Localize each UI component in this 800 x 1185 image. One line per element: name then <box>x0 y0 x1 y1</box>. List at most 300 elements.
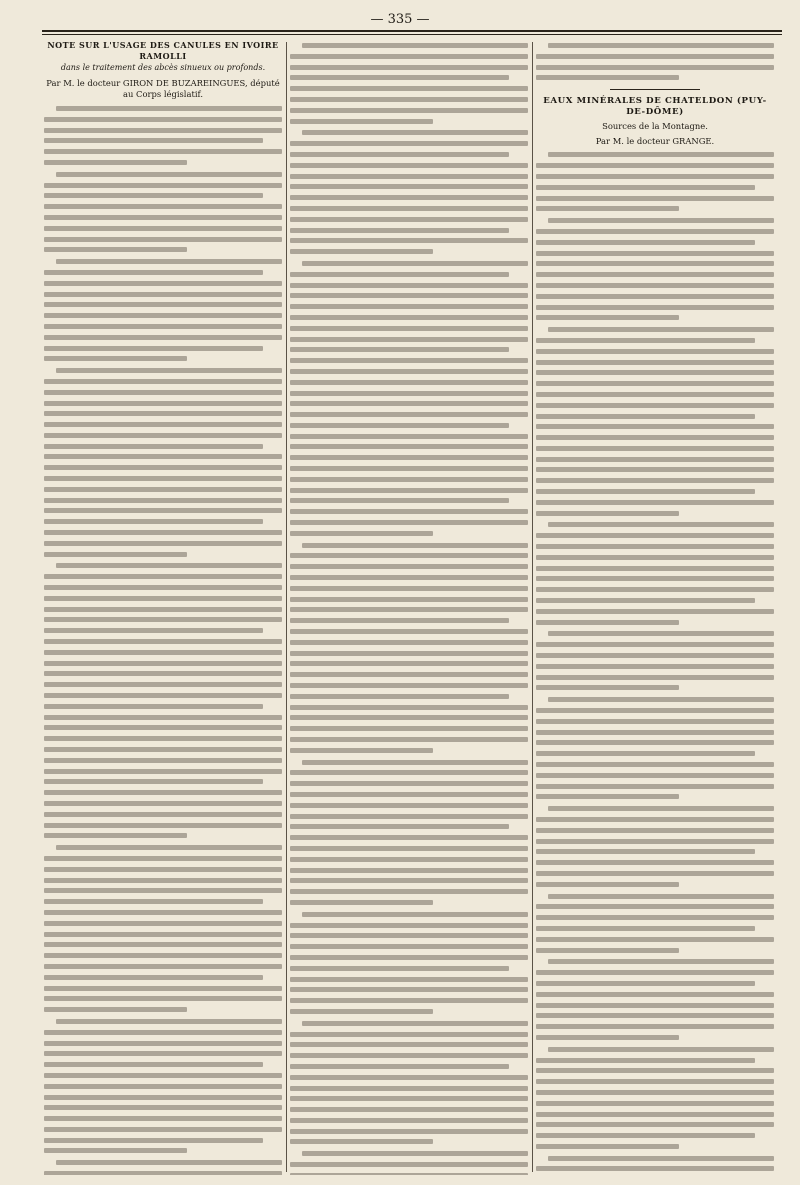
text-line <box>536 868 774 879</box>
text-line <box>290 1006 528 1017</box>
text-line <box>290 149 528 160</box>
paragraph <box>536 215 774 323</box>
text-line <box>44 244 282 255</box>
text-line <box>44 201 282 212</box>
text-line <box>290 51 528 62</box>
text-line <box>44 103 282 114</box>
text-line <box>290 767 528 778</box>
text-line <box>44 278 282 289</box>
text-line <box>536 727 774 738</box>
text-line <box>44 462 282 473</box>
text-line <box>290 974 528 985</box>
text-line <box>536 737 774 748</box>
text-line <box>290 214 528 225</box>
text-line <box>290 550 528 561</box>
text-line <box>44 875 282 886</box>
section-body <box>536 149 774 1175</box>
text-line <box>44 604 282 615</box>
text-line <box>536 617 774 628</box>
text-line <box>290 246 528 257</box>
text-line <box>290 398 528 409</box>
text-line <box>290 334 528 345</box>
text-line <box>44 950 282 961</box>
text-line <box>536 891 774 902</box>
text-line <box>536 248 774 259</box>
text-line <box>290 789 528 800</box>
text-line <box>290 1072 528 1083</box>
section-subtitle: Sources de la Montagne. <box>602 120 708 131</box>
text-line <box>536 705 774 716</box>
text-line <box>290 1148 528 1159</box>
text-line <box>44 387 282 398</box>
text-line <box>536 541 774 552</box>
text-line <box>290 658 528 669</box>
text-line <box>536 312 774 323</box>
text-line <box>44 733 282 744</box>
text-line <box>44 1070 282 1081</box>
text-line <box>44 190 282 201</box>
text-line <box>44 830 282 841</box>
text-line <box>290 984 528 995</box>
paragraph <box>290 40 528 126</box>
text-line <box>290 897 528 908</box>
text-line <box>290 648 528 659</box>
text-line <box>44 451 282 462</box>
text-line <box>290 1170 528 1175</box>
text-line <box>44 993 282 1004</box>
text-line <box>290 127 528 138</box>
text-line <box>290 495 528 506</box>
text-line <box>44 560 282 571</box>
text-line <box>536 803 774 814</box>
text-line <box>44 495 282 506</box>
text-line <box>536 182 774 193</box>
text-line <box>44 820 282 831</box>
text-line <box>290 258 528 269</box>
paragraph <box>44 1157 282 1175</box>
text-line <box>290 138 528 149</box>
text-line <box>44 636 282 647</box>
text-line <box>44 1092 282 1103</box>
text-line <box>536 51 774 62</box>
text-line <box>536 825 774 836</box>
text-line <box>44 527 282 538</box>
text-line <box>536 901 774 912</box>
text-line <box>536 335 774 346</box>
text-line <box>290 62 528 73</box>
text-line <box>290 160 528 171</box>
text-line <box>290 637 528 648</box>
text-line <box>290 301 528 312</box>
paragraph <box>290 1018 528 1148</box>
text-line <box>44 1016 282 1027</box>
text-line <box>290 463 528 474</box>
text-line <box>290 203 528 214</box>
text-line <box>290 1083 528 1094</box>
text-line <box>44 1004 282 1015</box>
paragraph <box>536 891 774 956</box>
text-line <box>290 583 528 594</box>
text-line <box>44 1124 282 1135</box>
text-line <box>290 269 528 280</box>
text-line <box>44 571 282 582</box>
text-line <box>44 505 282 516</box>
text-line <box>44 310 282 321</box>
text-line <box>44 332 282 343</box>
text-line <box>536 552 774 563</box>
text-line <box>44 408 282 419</box>
header-rule <box>42 30 782 35</box>
text-line <box>290 800 528 811</box>
text-line <box>44 972 282 983</box>
text-line <box>290 854 528 865</box>
text-line <box>44 321 282 332</box>
text-line <box>44 744 282 755</box>
text-line <box>536 1076 774 1087</box>
text-line <box>290 723 528 734</box>
text-line <box>290 615 528 626</box>
text-line <box>536 748 774 759</box>
text-line <box>536 791 774 802</box>
text-line <box>290 594 528 605</box>
text-line <box>44 376 282 387</box>
text-line <box>290 323 528 334</box>
paragraph <box>44 560 282 841</box>
text-line <box>290 865 528 876</box>
text-line <box>44 299 282 310</box>
text-line <box>44 853 282 864</box>
text-line <box>44 146 282 157</box>
text-line <box>44 1027 282 1038</box>
text-line <box>536 530 774 541</box>
text-line <box>44 668 282 679</box>
text-line <box>290 1029 528 1040</box>
text-line <box>536 237 774 248</box>
paragraph <box>290 127 528 257</box>
text-line <box>44 180 282 191</box>
text-line <box>290 506 528 517</box>
text-line <box>290 691 528 702</box>
text-line <box>44 593 282 604</box>
text-line <box>536 291 774 302</box>
text-line <box>536 357 774 368</box>
text-line <box>44 256 282 267</box>
text-line <box>290 409 528 420</box>
text-line <box>44 983 282 994</box>
text-line <box>290 995 528 1006</box>
text-line <box>536 716 774 727</box>
text-line <box>290 1018 528 1029</box>
text-line <box>290 225 528 236</box>
text-line <box>290 344 528 355</box>
text-line <box>536 40 774 51</box>
text-line <box>290 572 528 583</box>
text-line <box>44 864 282 875</box>
text-line <box>290 517 528 528</box>
section-title: EAUX MINÉRALES DE CHATELDON (PUY-DE-DÔME) <box>543 96 767 117</box>
paragraph <box>290 258 528 539</box>
text-line <box>290 712 528 723</box>
text-line <box>44 157 282 168</box>
text-line <box>536 1153 774 1164</box>
paragraph <box>44 365 282 559</box>
text-line <box>536 280 774 291</box>
text-line <box>536 770 774 781</box>
text-line <box>44 842 282 853</box>
text-line <box>44 114 282 125</box>
text-line <box>536 149 774 160</box>
text-line <box>536 486 774 497</box>
paragraph <box>44 842 282 1015</box>
text-line <box>536 945 774 956</box>
text-line <box>290 909 528 920</box>
paragraph <box>536 324 774 518</box>
text-line <box>44 776 282 787</box>
text-line <box>536 759 774 770</box>
text-line <box>44 907 282 918</box>
text-line <box>536 1087 774 1098</box>
text-line <box>536 367 774 378</box>
text-line <box>44 582 282 593</box>
text-line <box>290 757 528 768</box>
text-line <box>290 604 528 615</box>
text-line <box>536 923 774 934</box>
text-line <box>290 528 528 539</box>
text-line <box>290 40 528 51</box>
text-line <box>536 595 774 606</box>
text-line <box>290 431 528 442</box>
text-line <box>290 1061 528 1072</box>
text-line <box>290 1039 528 1050</box>
text-line <box>536 1032 774 1043</box>
text-line <box>290 875 528 886</box>
text-line <box>536 378 774 389</box>
text-line <box>290 1050 528 1061</box>
text-line <box>536 1119 774 1130</box>
article-title: NOTE SUR L'USAGE DES CANULES EN IVOIRE RAMOLLI <box>47 40 279 61</box>
text-line <box>536 814 774 825</box>
text-line <box>44 722 282 733</box>
text-line <box>290 485 528 496</box>
text-line <box>536 967 774 978</box>
text-line <box>44 658 282 669</box>
text-line <box>536 857 774 868</box>
paragraph <box>536 1153 774 1175</box>
article-body-continued <box>290 40 528 1175</box>
column-left <box>44 40 282 1175</box>
text-line <box>536 269 774 280</box>
text-line <box>536 258 774 269</box>
text-line <box>290 235 528 246</box>
text-line <box>536 497 774 508</box>
text-line <box>290 1115 528 1126</box>
text-line <box>290 941 528 952</box>
text-line <box>44 430 282 441</box>
text-line <box>536 160 774 171</box>
text-line <box>536 956 774 967</box>
text-line <box>290 811 528 822</box>
text-line <box>44 398 282 409</box>
text-line <box>44 961 282 972</box>
text-line <box>536 1163 774 1174</box>
text-line <box>290 540 528 551</box>
text-line <box>44 614 282 625</box>
text-line <box>44 473 282 484</box>
text-line <box>290 181 528 192</box>
text-line <box>290 94 528 105</box>
text-line <box>536 464 774 475</box>
page-number: — 335 — <box>370 12 430 27</box>
text-line <box>44 549 282 560</box>
text-line <box>44 267 282 278</box>
paragraph <box>536 803 774 889</box>
text-line <box>536 519 774 530</box>
text-line <box>536 302 774 313</box>
text-line <box>44 212 282 223</box>
text-line <box>290 72 528 83</box>
text-line <box>290 843 528 854</box>
text-line <box>536 475 774 486</box>
text-line <box>44 1048 282 1059</box>
text-line <box>290 680 528 691</box>
text-line <box>44 135 282 146</box>
text-line <box>44 885 282 896</box>
text-line <box>290 1136 528 1147</box>
column-right <box>536 40 774 1175</box>
paragraph <box>536 519 774 627</box>
text-line <box>536 193 774 204</box>
text-line <box>290 702 528 713</box>
text-line <box>290 171 528 182</box>
text-line <box>536 226 774 237</box>
paragraph <box>536 956 774 1042</box>
text-line <box>44 809 282 820</box>
text-line <box>44 1135 282 1146</box>
text-line <box>536 432 774 443</box>
text-line <box>290 280 528 291</box>
text-line <box>290 116 528 127</box>
text-line <box>536 1010 774 1021</box>
text-line <box>44 1081 282 1092</box>
text-line <box>44 896 282 907</box>
text-line <box>536 1044 774 1055</box>
text-line <box>536 1000 774 1011</box>
text-line <box>290 626 528 637</box>
text-line <box>44 929 282 940</box>
text-line <box>290 83 528 94</box>
text-line <box>536 672 774 683</box>
text-line <box>536 454 774 465</box>
text-line <box>536 171 774 182</box>
text-line <box>536 912 774 923</box>
text-line <box>536 836 774 847</box>
article-author: Par M. le docteur GIRON DE BUZAREINGUES, député au Corps législatif. <box>46 78 280 100</box>
text-line <box>44 625 282 636</box>
text-line <box>44 1113 282 1124</box>
text-line <box>536 389 774 400</box>
text-line <box>44 484 282 495</box>
text-line <box>536 72 774 83</box>
text-line <box>290 930 528 941</box>
text-line <box>44 538 282 549</box>
paragraph <box>290 757 528 908</box>
text-line <box>536 1174 774 1175</box>
text-line <box>290 745 528 756</box>
text-line <box>44 787 282 798</box>
text-line <box>44 647 282 658</box>
text-line <box>536 606 774 617</box>
text-line <box>290 920 528 931</box>
text-line <box>44 289 282 300</box>
text-line <box>44 1059 282 1070</box>
text-line <box>290 952 528 963</box>
text-line <box>44 1157 282 1168</box>
text-line <box>290 105 528 116</box>
text-line <box>536 62 774 73</box>
text-line <box>290 886 528 897</box>
text-line <box>290 734 528 745</box>
paragraph <box>536 149 774 214</box>
text-line <box>44 223 282 234</box>
text-line <box>536 1065 774 1076</box>
text-line <box>290 366 528 377</box>
text-line <box>44 419 282 430</box>
text-line <box>290 452 528 463</box>
text-line <box>536 781 774 792</box>
text-line <box>536 1098 774 1109</box>
text-line <box>290 963 528 974</box>
text-line <box>290 388 528 399</box>
paragraph <box>536 694 774 802</box>
text-line <box>536 879 774 890</box>
text-line <box>536 215 774 226</box>
text-line <box>44 755 282 766</box>
text-line <box>536 661 774 672</box>
text-line <box>44 441 282 452</box>
paragraph <box>290 909 528 1017</box>
text-line <box>44 1038 282 1049</box>
text-line <box>536 1021 774 1032</box>
text-line <box>536 628 774 639</box>
text-line <box>290 377 528 388</box>
text-line <box>290 1159 528 1170</box>
text-line <box>536 203 774 214</box>
text-line <box>44 798 282 809</box>
text-line <box>290 1093 528 1104</box>
text-line <box>290 441 528 452</box>
text-line <box>290 561 528 572</box>
paragraph <box>44 1016 282 1156</box>
text-line <box>290 669 528 680</box>
paragraph <box>536 40 774 83</box>
column-divider <box>286 42 287 1172</box>
text-line <box>290 778 528 789</box>
text-line <box>536 989 774 1000</box>
text-line <box>290 290 528 301</box>
text-line <box>536 411 774 422</box>
text-line <box>536 443 774 454</box>
text-line <box>44 1102 282 1113</box>
paragraph <box>290 1148 528 1175</box>
section-separator <box>610 89 700 90</box>
text-line <box>290 1126 528 1137</box>
text-line <box>536 694 774 705</box>
text-line <box>44 679 282 690</box>
paragraph <box>44 256 282 364</box>
text-line <box>536 978 774 989</box>
article-conclusion <box>536 40 774 83</box>
text-line <box>44 125 282 136</box>
